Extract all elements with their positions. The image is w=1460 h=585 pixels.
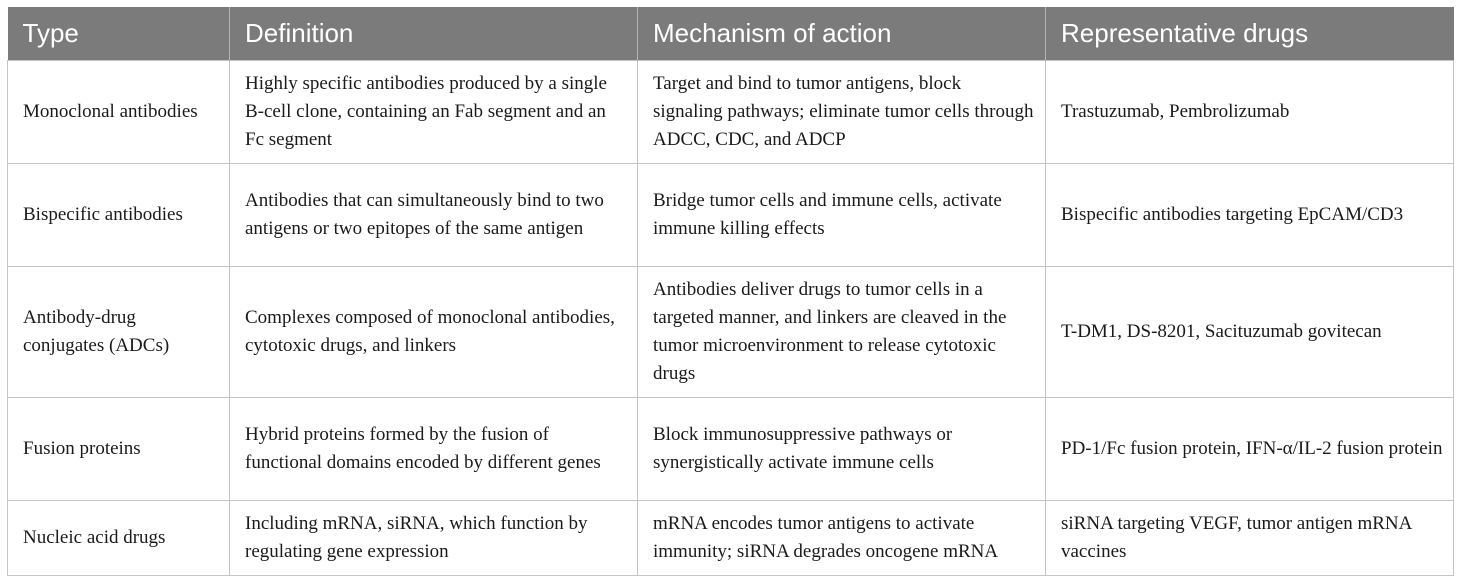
- header-definition: Definition: [230, 7, 638, 61]
- cell-mechanism: Bridge tumor cells and immune cells, activate immune killing effects: [638, 164, 1046, 267]
- cell-mechanism: Antibodies deliver drugs to tumor cells in a targeted manner, and linkers are cleaved in the tumor microenvironment to release cytotoxic drugs: [638, 267, 1046, 398]
- cell-drugs: T-DM1, DS-8201, Sacituzumab govitecan: [1046, 267, 1454, 398]
- cell-mechanism: Target and bind to tumor antigens, block signaling pathways; eliminate tumor cells through ADCC, CDC, and ADCP: [638, 61, 1046, 164]
- table-row: [8, 398, 1454, 501]
- cell-type: Nucleic acid drugs: [8, 501, 230, 576]
- cell-drugs: Bispecific antibodies targeting EpCAM/CD3: [1046, 164, 1454, 267]
- table-header: [8, 7, 1454, 61]
- table-row: [8, 61, 1454, 164]
- cell-mechanism: Block immunosuppressive pathways or synergistically activate immune cells: [638, 398, 1046, 501]
- header-mechanism: Mechanism of action: [638, 7, 1046, 61]
- header-row: [8, 7, 1454, 61]
- cell-definition: Including mRNA, siRNA, which function by regulating gene expression: [230, 501, 638, 576]
- drug-types-table: [7, 7, 1454, 576]
- cell-mechanism: mRNA encodes tumor antigens to activate immunity; siRNA degrades oncogene mRNA: [638, 501, 1046, 576]
- cell-drugs: PD-1/Fc fusion protein, IFN-α/IL-2 fusion protein: [1046, 398, 1454, 501]
- cell-drugs: Trastuzumab, Pembrolizumab: [1046, 61, 1454, 164]
- cell-type: Antibody-drug conjugates (ADCs): [8, 267, 230, 398]
- cell-definition: Hybrid proteins formed by the fusion of functional domains encoded by different genes: [230, 398, 638, 501]
- cell-definition: Highly specific antibodies produced by a single B-cell clone, containing an Fab segment and an Fc segment: [230, 61, 638, 164]
- header-representative-drugs: Representative drugs: [1046, 7, 1454, 61]
- cell-type: Fusion proteins: [8, 398, 230, 501]
- cell-type: Monoclonal antibodies: [8, 61, 230, 164]
- table-row: [8, 501, 1454, 576]
- header-type: Type: [8, 7, 230, 61]
- table-body: [8, 61, 1454, 576]
- table-row: [8, 164, 1454, 267]
- cell-definition: Antibodies that can simultaneously bind to two antigens or two epitopes of the same antigen: [230, 164, 638, 267]
- cell-definition: Complexes composed of monoclonal antibodies, cytotoxic drugs, and linkers: [230, 267, 638, 398]
- cell-drugs: siRNA targeting VEGF, tumor antigen mRNA vaccines: [1046, 501, 1454, 576]
- cell-type: Bispecific antibodies: [8, 164, 230, 267]
- table-row: [8, 267, 1454, 398]
